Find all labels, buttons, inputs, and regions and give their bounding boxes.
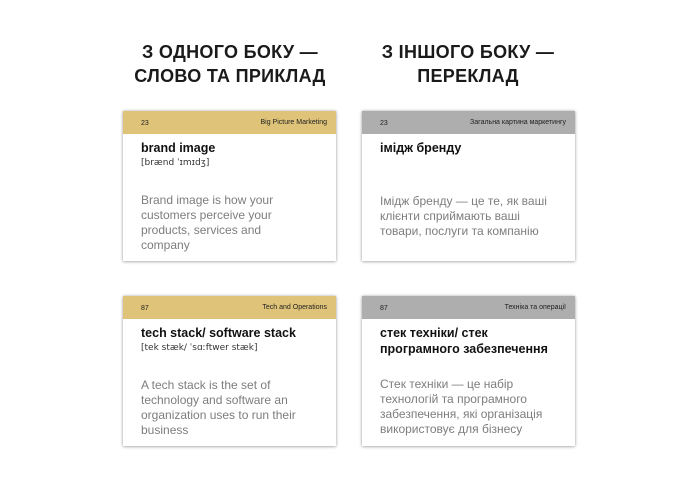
description-line: products, services and (141, 223, 262, 237)
card-category: Загальна картина маркетингу (470, 119, 566, 126)
card-number: 23 (141, 120, 149, 127)
card-term: tech stack/ software stack (141, 326, 296, 340)
card-body (362, 319, 575, 437)
card-description (141, 193, 320, 253)
card-term: brand image (141, 141, 216, 155)
heading-line: З ОДНОГО БОКУ — (142, 42, 318, 62)
description-line: technology and software an (141, 393, 288, 407)
description-line: company (141, 238, 190, 252)
card-term: імідж бренду (380, 141, 462, 155)
card-body (123, 134, 336, 253)
card-category-band (362, 111, 575, 134)
card-category-band (123, 111, 336, 134)
heading-line: СЛОВО ТА ПРИКЛАД (134, 66, 326, 86)
term-line: програмного забезпечення (380, 342, 548, 356)
card-number: 87 (141, 305, 149, 312)
card-pronunciation: [tek stæk/ ˈsɑːftwer stæk] (141, 343, 258, 353)
term-line: стек техніки/ стек (380, 326, 488, 340)
description-line: використовує для бізнесу (380, 422, 523, 436)
card-category: Техніка та операції (504, 304, 566, 311)
description-line: технологій та програмного (380, 392, 527, 406)
flashcard-back-tech-stack (362, 296, 575, 446)
card-category-band (362, 296, 575, 319)
card-description (380, 194, 559, 239)
card-number: 87 (380, 305, 388, 312)
flashcard-front-tech-stack (123, 296, 336, 446)
card-category: Big Picture Marketing (260, 119, 327, 126)
description-line: organization uses to run their (141, 408, 296, 422)
card-description (380, 377, 559, 437)
description-line: Імідж бренду — це те, як ваші (380, 194, 547, 208)
card-body (123, 319, 336, 438)
card-pronunciation: [brænd ˈɪmɪdʒ] (141, 158, 210, 168)
card-term (380, 325, 559, 357)
description-line: customers perceive your (141, 208, 272, 222)
card-number: 23 (380, 120, 388, 127)
description-line: business (141, 423, 189, 437)
flashcard-front-brand-image (123, 111, 336, 261)
description-line: Стек техніки — це набір (380, 377, 514, 391)
description-line: Brand image is how your (141, 193, 274, 207)
card-category-band (123, 296, 336, 319)
heading-line: ПЕРЕКЛАД (417, 66, 519, 86)
card-body (362, 134, 575, 239)
left-column-heading (105, 40, 355, 88)
card-category: Tech and Operations (262, 304, 327, 311)
description-line: клієнти сприймають ваші (380, 209, 520, 223)
description-line: товари, послуги та компанію (380, 224, 539, 238)
description-line: A tech stack is the set of (141, 378, 271, 392)
flashcard-back-brand-image (362, 111, 575, 261)
heading-line: З ІНШОГО БОКУ — (381, 42, 555, 62)
right-column-heading (343, 40, 593, 88)
description-line: забезпечення, які організація (380, 407, 543, 421)
card-description (141, 378, 320, 438)
